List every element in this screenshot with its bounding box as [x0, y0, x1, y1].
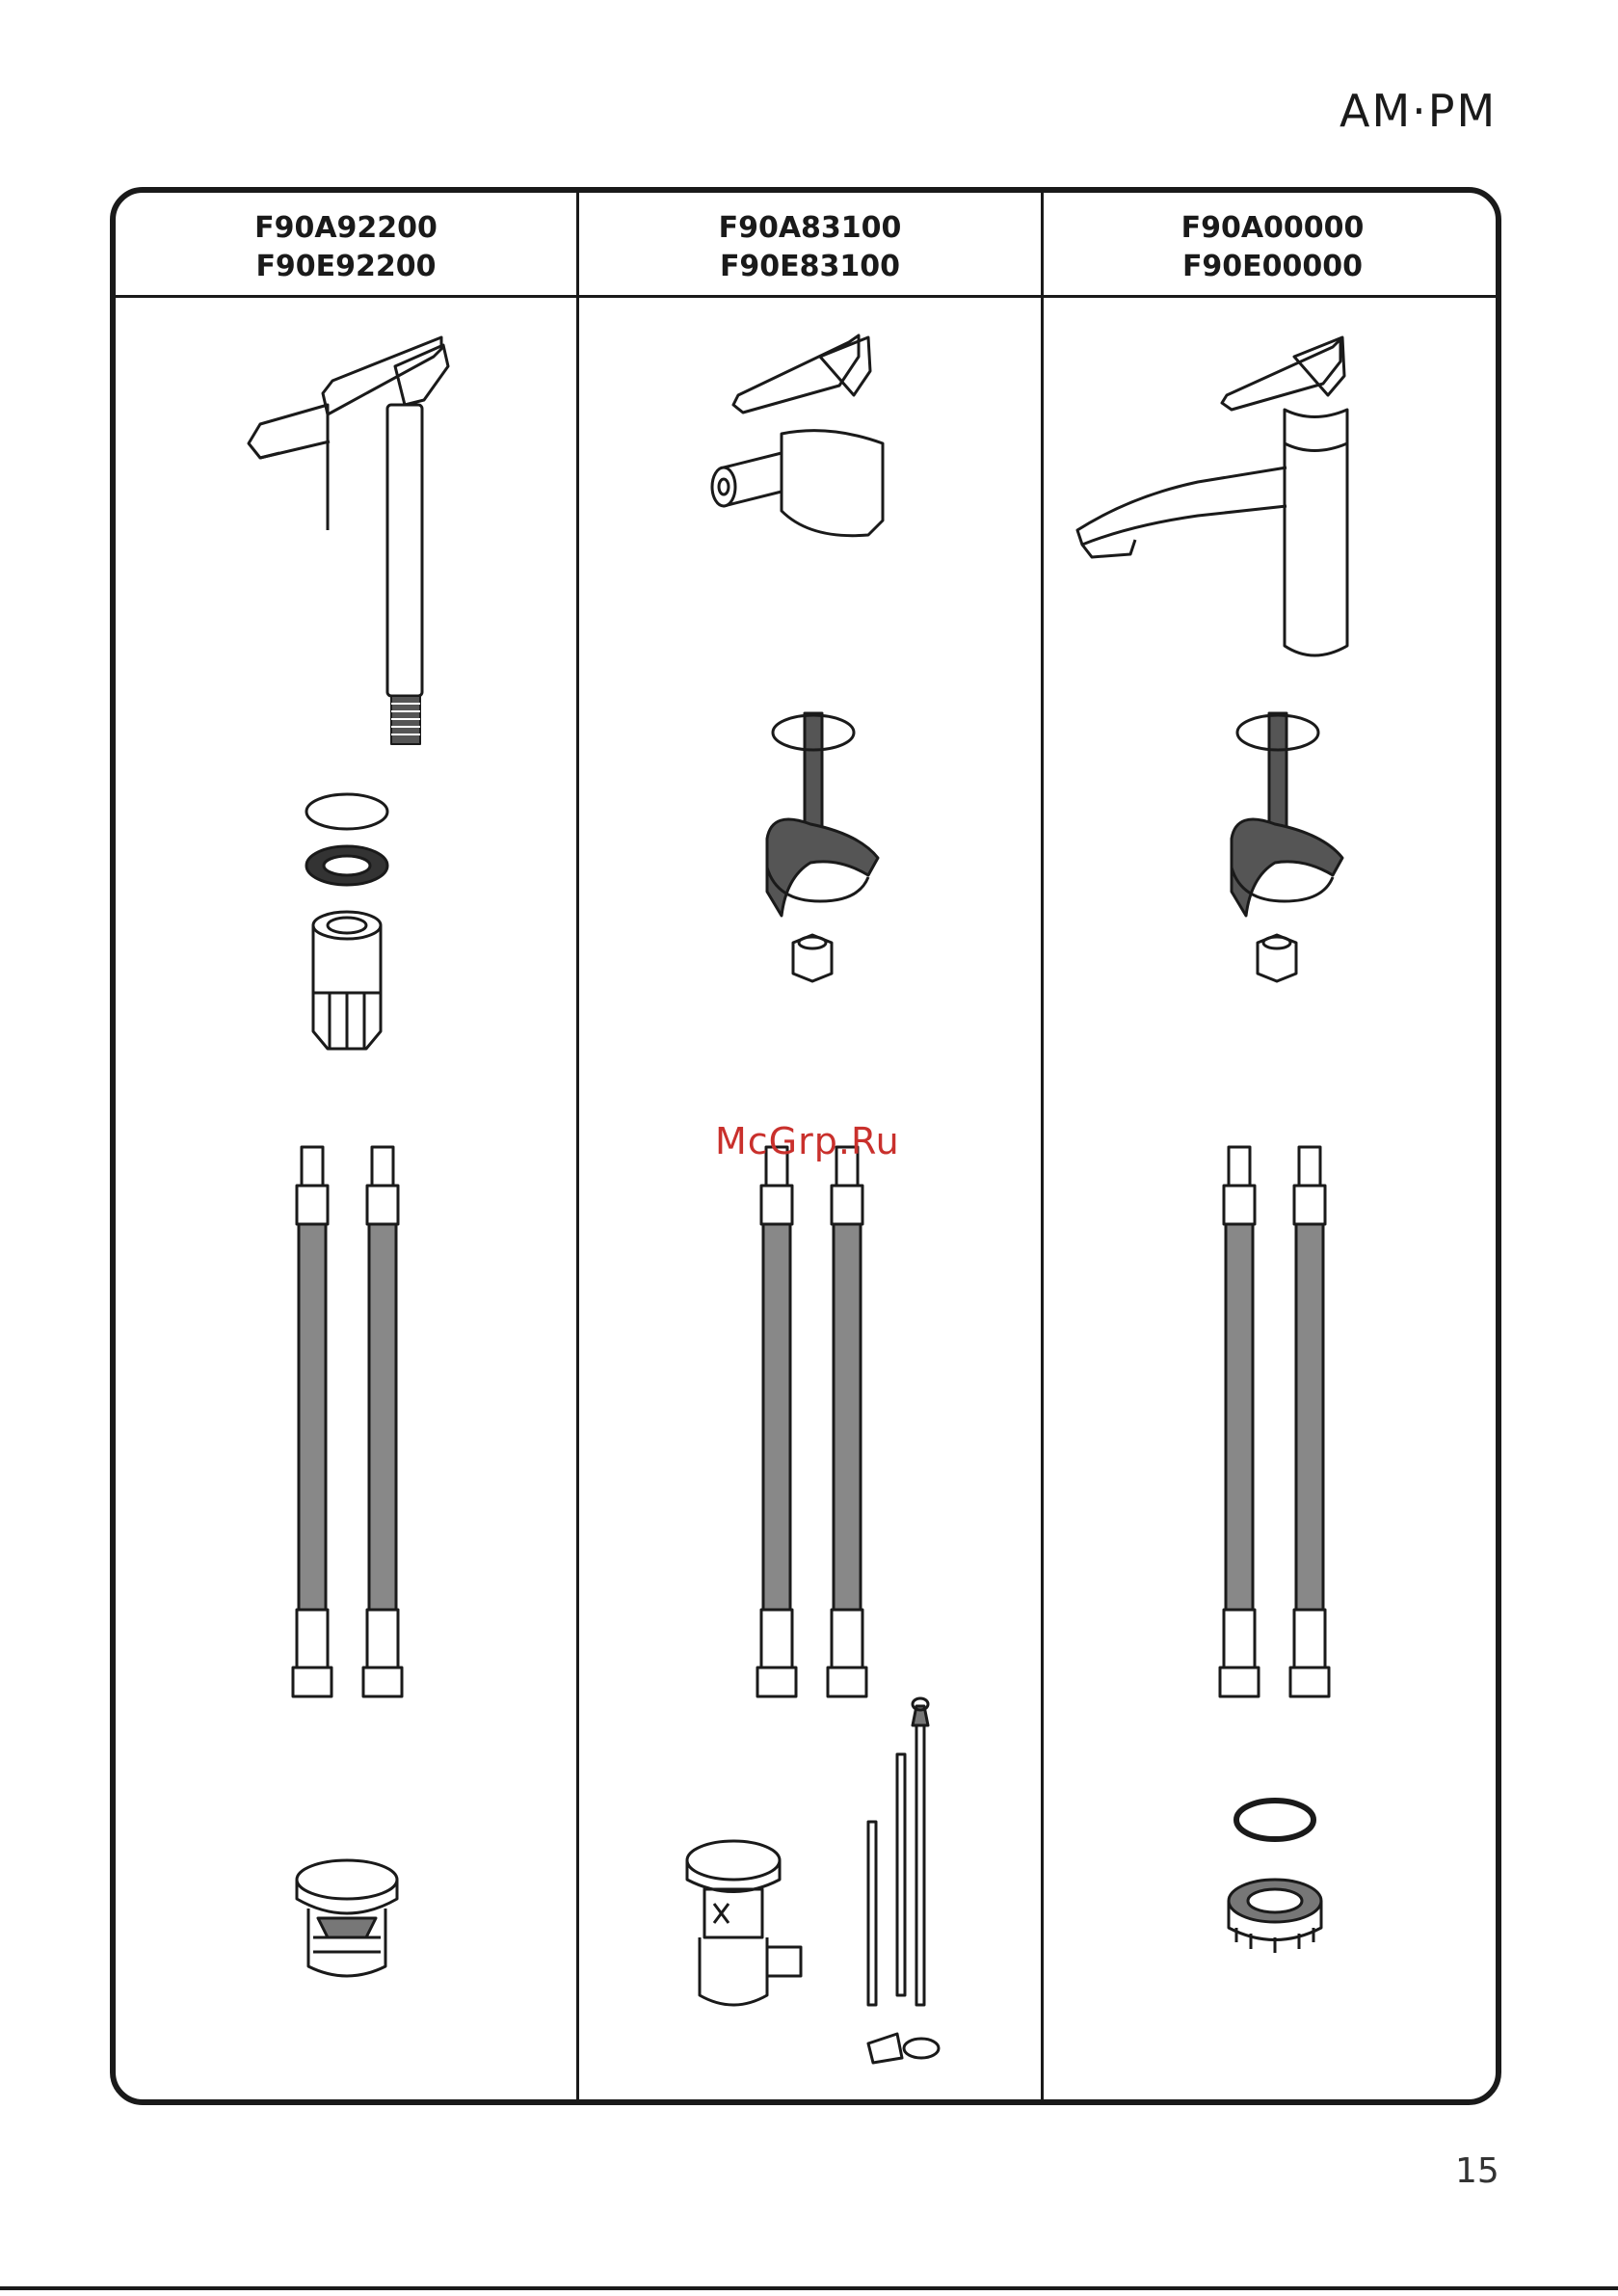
- sealing-ring-icon: [1236, 1801, 1313, 1839]
- model-code: F90A83100: [718, 211, 902, 245]
- flexible-hose-pair-icon: [1220, 1147, 1329, 1696]
- column-header-2: [579, 206, 1041, 289]
- column-2-illustration: [579, 299, 1041, 2101]
- pop-up-waste-icon: [687, 1698, 939, 2063]
- flexible-hose-pair-icon: [757, 1147, 866, 1696]
- locking-nut-icon: [1229, 1880, 1321, 1953]
- fixing-bracket-icon: [767, 819, 878, 916]
- threaded-stud-icon: [391, 696, 420, 744]
- header-divider: [116, 295, 1496, 298]
- tall-basin-mixer-icon: [249, 337, 448, 696]
- column-1-parts: [116, 299, 576, 2099]
- column-header-3: [1044, 206, 1501, 289]
- kitchen-mixer-icon: [1077, 337, 1347, 655]
- hex-nut-icon: [793, 935, 832, 981]
- column-3-illustration: [1044, 299, 1501, 2101]
- model-code: F90E83100: [719, 250, 901, 283]
- watermark: McGrp.Ru: [715, 1120, 900, 1162]
- push-open-waste-icon: [297, 1860, 397, 1976]
- mounting-nut-icon: [313, 912, 381, 1049]
- model-code: F90A92200: [254, 211, 438, 245]
- page-number: 15: [1455, 2151, 1499, 2191]
- column-header-1: [116, 206, 576, 289]
- model-code: F90E00000: [1181, 250, 1364, 283]
- bidet-mixer-icon: [712, 335, 883, 536]
- model-code: F90E92200: [255, 250, 437, 283]
- bottom-rule: [0, 2286, 1618, 2290]
- hex-nut-icon: [1258, 935, 1296, 981]
- model-code: F90A00000: [1180, 211, 1365, 245]
- column-3-parts: [1044, 299, 1501, 2099]
- brand-logo: AM·PM: [1339, 85, 1498, 137]
- o-ring-icon: [306, 794, 387, 829]
- flexible-hose-pair-icon: [293, 1147, 402, 1696]
- fixing-bracket-icon: [1232, 819, 1342, 916]
- column-1-illustration: [116, 299, 576, 2101]
- column-2-parts: [579, 299, 1041, 2099]
